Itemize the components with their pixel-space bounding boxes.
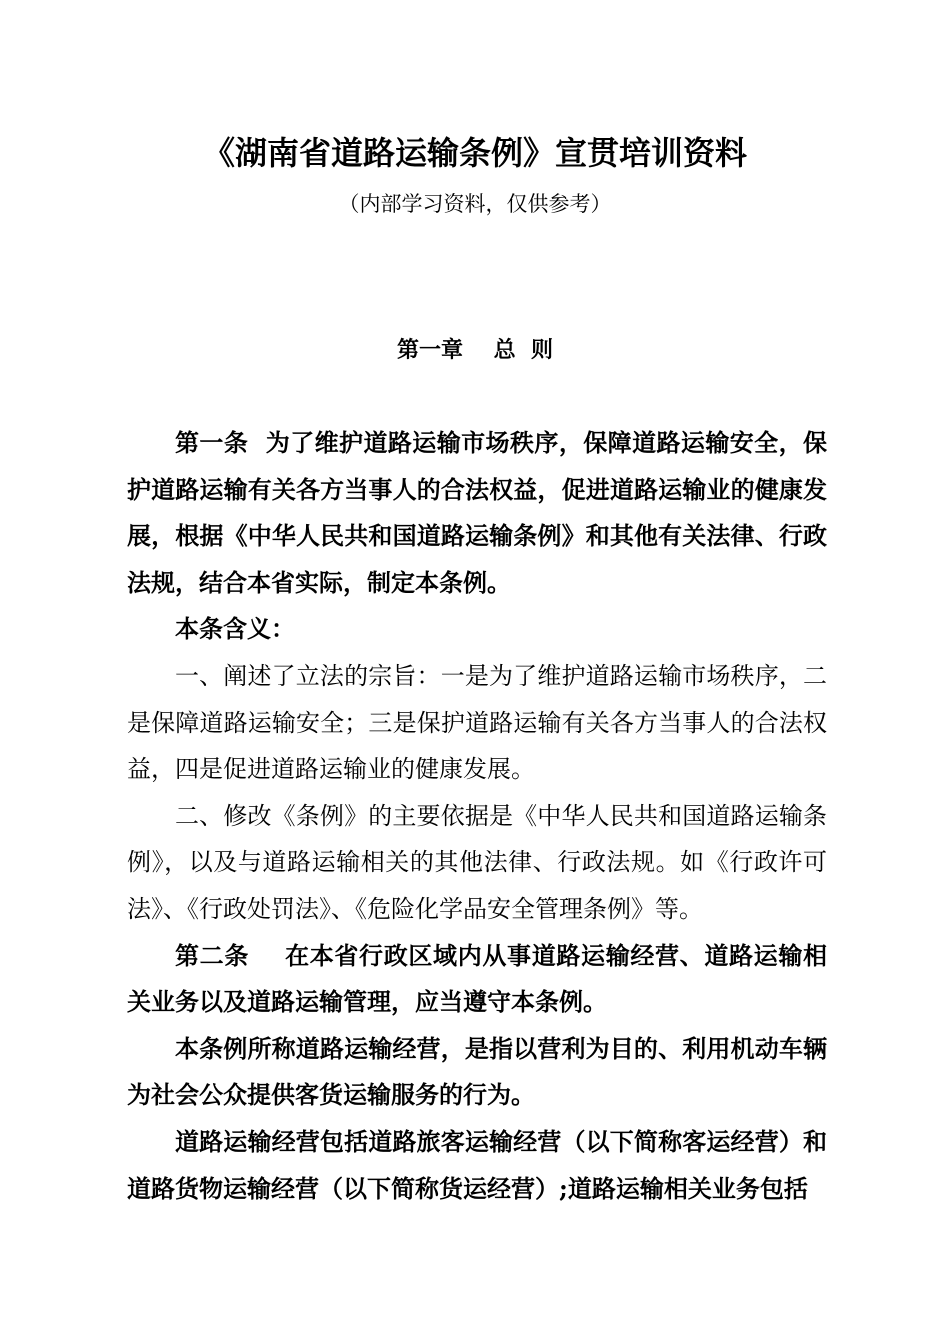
article-meaning-heading: 本条含义： (175, 614, 295, 644)
explanation-paragraph-1: 一、阐述了立法的宗旨：一是为了维护道路运输市场秩序，二是保障道路运输安全；三是保护道路运输有关各方当事人的合法权益，四是促进道路运输业的健康发展。 (127, 661, 827, 784)
article-2-scope-paragraph: 道路运输经营包括道路旅客运输经营（以下简称客运经营）和道路货物运输经营（以下简称货运经营）;道路运输相关业务包括 (127, 1126, 827, 1203)
document-subtitle: （内部学习资料，仅供参考） (338, 192, 612, 216)
document-title: 《湖南省道路运输条例》宣贯培训资料 (202, 134, 747, 172)
article-2-paragraph: 第二条 在本省行政区域内从事道路运输经营、道路运输相关业务以及道路运输管理，应当遵守本条例。 (127, 940, 827, 1017)
article-2-definition-paragraph: 本条例所称道路运输经营，是指以营利为目的、利用机动车辆为社会公众提供客货运输服务的行为。 (127, 1033, 827, 1110)
article-1-paragraph: 第一条 为了维护道路运输市场秩序，保障道路运输安全，保护道路运输有关各方当事人的合法权益，促进道路运输业的健康发展，根据《中华人民共和国道路运输条例》和其他有关法律、行政法规，结合本省实际，制定本条例。 (127, 428, 827, 597)
chapter-heading: 第一章 总 则 (397, 337, 553, 363)
explanation-paragraph-2: 二、修改《条例》的主要依据是《中华人民共和国道路运输条例》，以及与道路运输相关的其他法律、行政法规。如《行政许可法》、《行政处罚法》、《危险化学品安全管理条例》等。 (127, 801, 827, 923)
document-body (127, 420, 827, 1212)
